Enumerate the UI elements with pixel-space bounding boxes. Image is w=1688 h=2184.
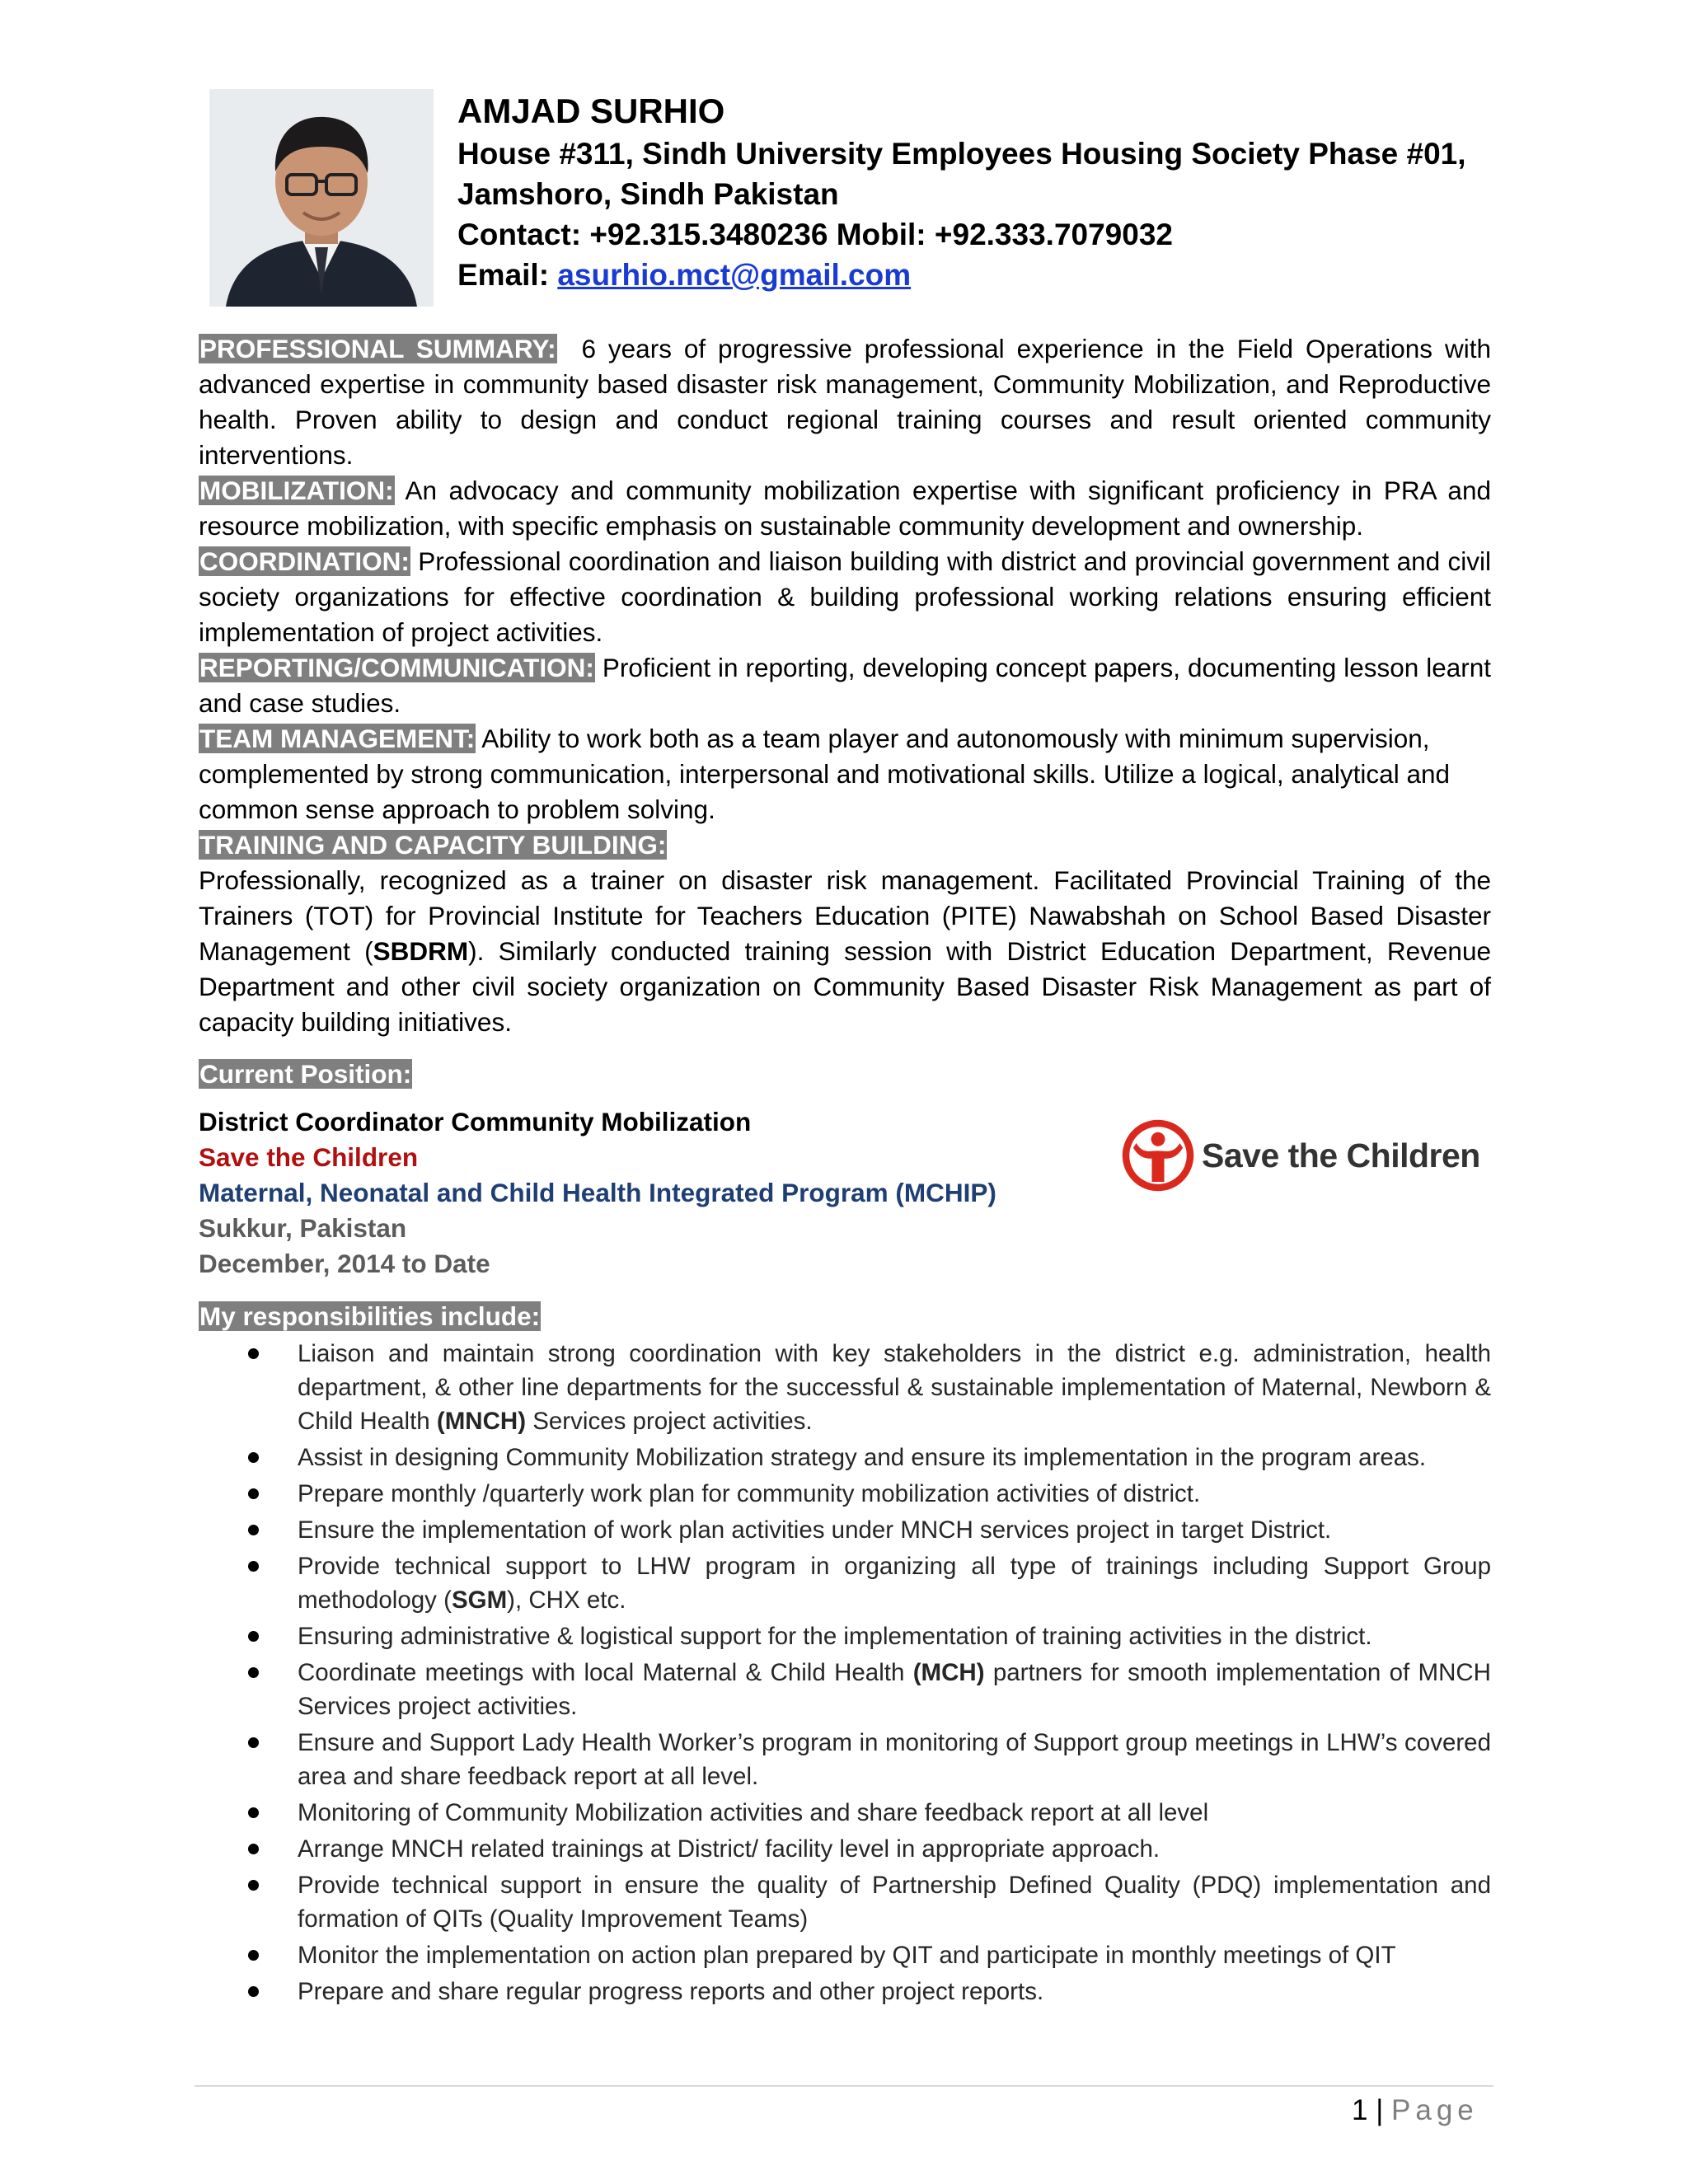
training-section-heading: [199, 827, 1491, 863]
page-word: Page: [1391, 2094, 1479, 2126]
organization-name: Save the Children: [199, 1142, 419, 1172]
save-the-children-emblem-icon: [1119, 1117, 1197, 1194]
reporting-label: REPORTING/COMMUNICATION:: [199, 653, 594, 682]
job-title: District Coordinator Community Mobilization: [199, 1107, 752, 1137]
email-label: Email:: [457, 258, 558, 292]
summary-sections: [199, 331, 1491, 1092]
current-position-label: Current Position:: [199, 1059, 412, 1089]
mobilization-label: MOBILIZATION:: [199, 476, 394, 505]
list-item: [199, 1832, 1491, 1866]
list-item: [199, 1938, 1491, 1972]
list-item-text: Monitoring of Community Mobilization activities and share feedback report at all level: [298, 1799, 1209, 1826]
mobilization-text: An advocacy and community mobilization expertise with significant proficiency in PRA and resource mobilization, with specific emphasis on sustainable community development and ownership.: [199, 476, 1491, 541]
contact-header: [457, 89, 1496, 295]
responsibilities-label: My responsibilities include:: [199, 1301, 541, 1331]
coordination-section: [199, 544, 1491, 650]
email-link[interactable]: asurhio.mct@gmail.com: [557, 258, 912, 292]
program-name: Maternal, Neonatal and Child Health Integrated Program (MCHIP): [199, 1178, 996, 1207]
mobilization-section: [199, 473, 1491, 544]
list-item-text: Prepare monthly /quarterly work plan for community mobilization activities of district.: [298, 1480, 1201, 1507]
responsibilities-heading: [199, 1299, 541, 1334]
training-section: [199, 863, 1491, 1040]
footer-separator: |: [1376, 2094, 1384, 2126]
current-position-details: [199, 1104, 1023, 1282]
list-item: [199, 1656, 1491, 1723]
address-line-1: House #311, Sindh University Employees Housing Society Phase #01,: [457, 137, 1466, 171]
training-text-bold: SBDRM: [373, 936, 469, 966]
list-item-bold: SGM: [451, 1586, 508, 1614]
list-item: [199, 1726, 1491, 1793]
training-text-part-1: Professionally, recognized as a trainer on disaster risk management. Facilitated Provincial Training of the Trainers (TOT) for Provincial Institute for Teachers Education (PITE) Nawabshah on School Based Disaster Management (: [199, 865, 1491, 966]
list-item-bold: (MNCH): [436, 1408, 527, 1435]
list-item: [199, 1868, 1491, 1936]
coordination-text: Professional coordination and liaison building with district and provincial government and civil society organizations for effective coordination & building professional working relations ensuring efficient implementation of project activities.: [199, 546, 1491, 647]
list-item: [199, 1975, 1491, 2008]
list-item: [199, 1796, 1491, 1830]
list-item: [199, 1513, 1491, 1547]
job-dates: December, 2014 to Date: [199, 1249, 490, 1278]
save-the-children-wordmark: Save the Children: [1202, 1136, 1480, 1174]
list-item: [199, 1549, 1491, 1617]
list-item: [199, 1477, 1491, 1511]
list-item-text: Ensuring administrative & logistical support for the implementation of training activities in the district.: [298, 1623, 1372, 1650]
footer-divider: [195, 2085, 1493, 2087]
list-item-text: Monitor the implementation on action plan prepared by QIT and participate in monthly meetings of QIT: [298, 1942, 1396, 1969]
professional-summary-label: PROFESSIONAL SUMMARY:: [199, 334, 556, 363]
list-item-bold: (MCH): [912, 1659, 985, 1686]
save-the-children-logo: [1119, 1114, 1494, 1197]
email-line: [457, 255, 1496, 295]
page-footer: [1352, 2092, 1484, 2130]
list-item: [199, 1337, 1491, 1438]
list-item: [199, 1441, 1491, 1474]
contact-numbers: Contact: +92.315.3480236 Mobil: +92.333.7079032: [457, 218, 1173, 251]
training-label: TRAINING AND CAPACITY BUILDING:: [199, 830, 667, 860]
list-item-text: ), CHX etc.: [507, 1586, 626, 1614]
training-text-part-2: ). Similarly conducted training session with District Education Department, Revenue Department and other civil society organization on Community Based Disaster Risk Management as part of capacity building initiatives.: [199, 936, 1491, 1037]
list-item-text: Coordinate meetings with local Maternal & Child Health: [298, 1659, 913, 1686]
list-item-text: Arrange MNCH related trainings at District/ facility level in appropriate approach.: [298, 1835, 1160, 1863]
reporting-section: [199, 650, 1491, 721]
person-portrait-icon: [209, 89, 434, 307]
address-line-2: Jamshoro, Sindh Pakistan: [457, 177, 839, 211]
team-management-label: TEAM MANAGEMENT:: [199, 724, 476, 753]
candidate-name: AMJAD SURHIO: [457, 91, 725, 130]
list-item-text: Ensure the implementation of work plan activities under MNCH services project in target District.: [298, 1516, 1332, 1544]
list-item-text: Services project activities.: [526, 1408, 813, 1435]
list-item: [199, 1619, 1491, 1653]
professional-summary: [199, 331, 1491, 473]
responsibilities-list: [199, 1337, 1491, 2011]
list-item-text: Liaison and maintain strong coordination with key stakeholders in the district e.g. administration, health department, & other line departments for the successful & sustainable implementation of Maternal, Newborn & Child Health: [298, 1340, 1491, 1435]
coordination-label: COORDINATION:: [199, 546, 410, 576]
list-item-text: Assist in designing Community Mobilization strategy and ensure its implementation in the program areas.: [298, 1444, 1427, 1471]
list-item-text: partners for smooth implementation of MNCH Services project activities.: [298, 1659, 1491, 1720]
professional-summary-text: 6 years of progressive professional experience in the Field Operations with advanced expertise in community based disaster risk management, Community Mobilization, and Reproductive health. Proven ability to design and conduct regional training courses and result oriented community interventions.: [199, 334, 1491, 470]
list-item-text: Prepare and share regular progress reports and other project reports.: [298, 1978, 1044, 2005]
list-item-text: Provide technical support in ensure the quality of Partnership Defined Quality (PDQ) implementation and formation of QITs (Quality Improvement Teams): [298, 1872, 1491, 1933]
job-location: Sukkur, Pakistan: [199, 1213, 407, 1243]
profile-photo: [209, 89, 434, 307]
team-management-text: Ability to work both as a team player and autonomously with minimum supervision, complemented by strong communication, interpersonal and motivational skills. Utilize a logical, analytical and common sense approach to problem solving.: [199, 724, 1450, 824]
list-item-text: Ensure and Support Lady Health Worker’s program in monitoring of Support group meetings in LHW’s covered area and share feedback report at all level.: [298, 1729, 1491, 1790]
list-item-text: Provide technical support to LHW program in organizing all type of trainings including Support Group methodology (: [298, 1553, 1491, 1614]
team-management-section: [199, 721, 1491, 827]
page-number: 1: [1352, 2094, 1368, 2126]
current-position-heading: [199, 1057, 1491, 1092]
reporting-text: Proficient in reporting, developing concept papers, documenting lesson learnt and case studies.: [199, 653, 1491, 718]
